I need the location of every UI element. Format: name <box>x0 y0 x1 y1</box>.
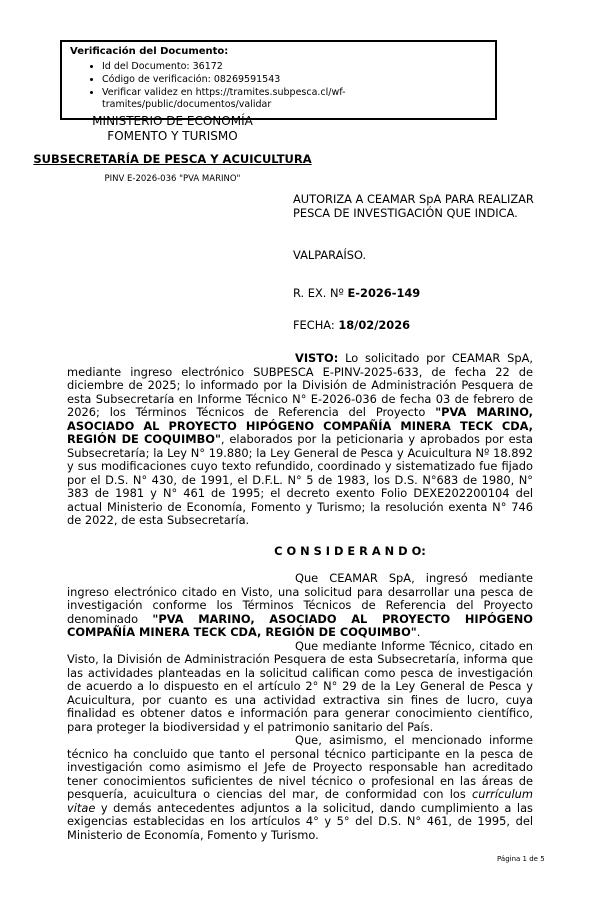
document-body <box>67 352 533 842</box>
considerando-paragraph-2: Que mediante Informe Técnico, citado en Visto, la División de Administración Pesquera de esta Subsecretaría, informa que las actividades planteadas en la solicitud califican como pesca de investigación de acuerdo a lo dispuesto en el artículo 2° N° 29 de la Ley General de Pesca y Acuicultura, por cuanto es una actividad extractiva sin fines de lucro, cuya finalidad es obtener datos e información para generar conocimiento científico, para proteger la biodiversidad y el patrimonio sanitario del País. <box>67 638 533 734</box>
page-indicator: Página 1 de 5 <box>497 855 545 863</box>
considerando-3-curriculum-vitae: currículum vitae <box>67 787 533 815</box>
considerando-paragraph-3 <box>67 734 533 842</box>
verification-item-document-id: • Id del Documento: 36172 <box>102 61 487 73</box>
considerando-paragraph-1 <box>67 572 533 640</box>
date-value: 18/02/2026 <box>338 318 411 332</box>
resolution-subject: AUTORIZA A CEAMAR SpA PARA REALIZAR PESCA DE INVESTIGACIÓN QUE INDICA. <box>293 192 534 220</box>
considerando-3-text-1: Que, asimismo, el mencionado informe técnico ha concluido que tanto el personal técnico participante en la pesca de investigación como asimismo el Jefe de Proyecto responsable han acreditado tener conocimientos suficientes de nivel técnico o profesional en las áreas de pesquería, acuicultura o ciencias del mar, de conformidad con los <box>67 733 533 801</box>
resolution-number-label: R. EX. Nº <box>293 286 348 300</box>
considerando-heading: C O N S I D E R A N D O: <box>274 543 426 558</box>
considerando-3-text-2: y demás antecedentes adjuntos a la solicitud, dando cumplimiento a las exigencias establecidas en los artículos 4° y 5° del D.S. N° 461, de 1995, del Ministerio de Economía, Fomento y Turismo. <box>67 800 533 842</box>
date-label: FECHA: <box>293 318 339 332</box>
ministry-name-line1: MINISTERIO DE ECONOMÍA <box>92 114 253 128</box>
considerando-1-text-1: Que CEAMAR SpA, ingresó mediante ingreso electrónico citado en Visto, una solicitud para desarrollar una pesca de investigación conforme los Términos Técnicos de Referencia del Proyecto denominado <box>67 571 533 626</box>
resolution-number-line <box>293 286 540 300</box>
considerando-1-project-title: "PVA MARINO, ASOCIADO AL PROYECTO HIPÓGENO COMPAÑÍA MINERA TECK CDA, REGIÓN DE COQUIMBO" <box>67 611 533 639</box>
subsecretaria-title: SUBSECRETARÍA DE PESCA Y ACUICULTURA <box>33 152 312 166</box>
verification-box <box>60 40 497 120</box>
visto-paragraph <box>67 352 533 528</box>
verification-title: Verificación del Documento: <box>70 46 229 57</box>
verification-item-code: • Código de verificación: 08269591543 <box>102 74 487 86</box>
visto-label: VISTO: <box>295 351 339 365</box>
visto-project-title: "PVA MARINO, ASOCIADO AL PROYECTO HIPÓGENO COMPAÑÍA MINERA TECK CDA, REGIÓN DE COQUIMBO" <box>67 405 534 446</box>
resolution-number-value: E-2026-149 <box>347 286 421 300</box>
project-reference: PINV E-2026-036 "PVA MARINO" <box>104 174 241 184</box>
verification-item-url: • Verificar validez en https://tramites.subpesca.cl/wf-tramites/public/documentos/validar <box>102 87 487 111</box>
visto-text-2: , elaborados por la peticionaria y aprobados por esta Subsecretaría; la Ley N° 19.880; la Ley General de Pesca y Acuicultura Nº 18.892 y sus modificaciones cuyo texto refundido, coordinado y sistematizado fue fijado por el D.S. N° 430, de 1991, el D.F.L. N° 5 de 1983, los D.S. N°683 de 1980, N° 383 de 1981 y N° 461 de 1995; el decreto exento Folio DEXE202200104 del actual Ministerio de Economía, Fomento y Turismo; la resolución exenta N° 746 de 2022, de esta Subsecretaría. <box>67 432 533 527</box>
verification-list <box>70 61 487 111</box>
ministry-name-line2: FOMENTO Y TURISMO <box>107 129 238 143</box>
city-line: VALPARAÍSO. <box>293 248 367 262</box>
letterhead <box>25 114 320 184</box>
date-line <box>293 318 540 332</box>
considerando-1-text-2: . <box>416 625 421 639</box>
visto-text-1: Lo solicitado por CEAMAR SpA, mediante ingreso electrónico SUBPESCA E-PINV-2025-633, de fecha 22 de diciembre de 2025; lo informado por la División de Administración Pesquera de esta Subsecretaría en Informe Técnico N° E-2026-036 de fecha 03 de febrero de 2026; los Términos Técnicos de Referencia del Proyecto <box>67 351 533 419</box>
resolution-title-block <box>293 192 540 332</box>
